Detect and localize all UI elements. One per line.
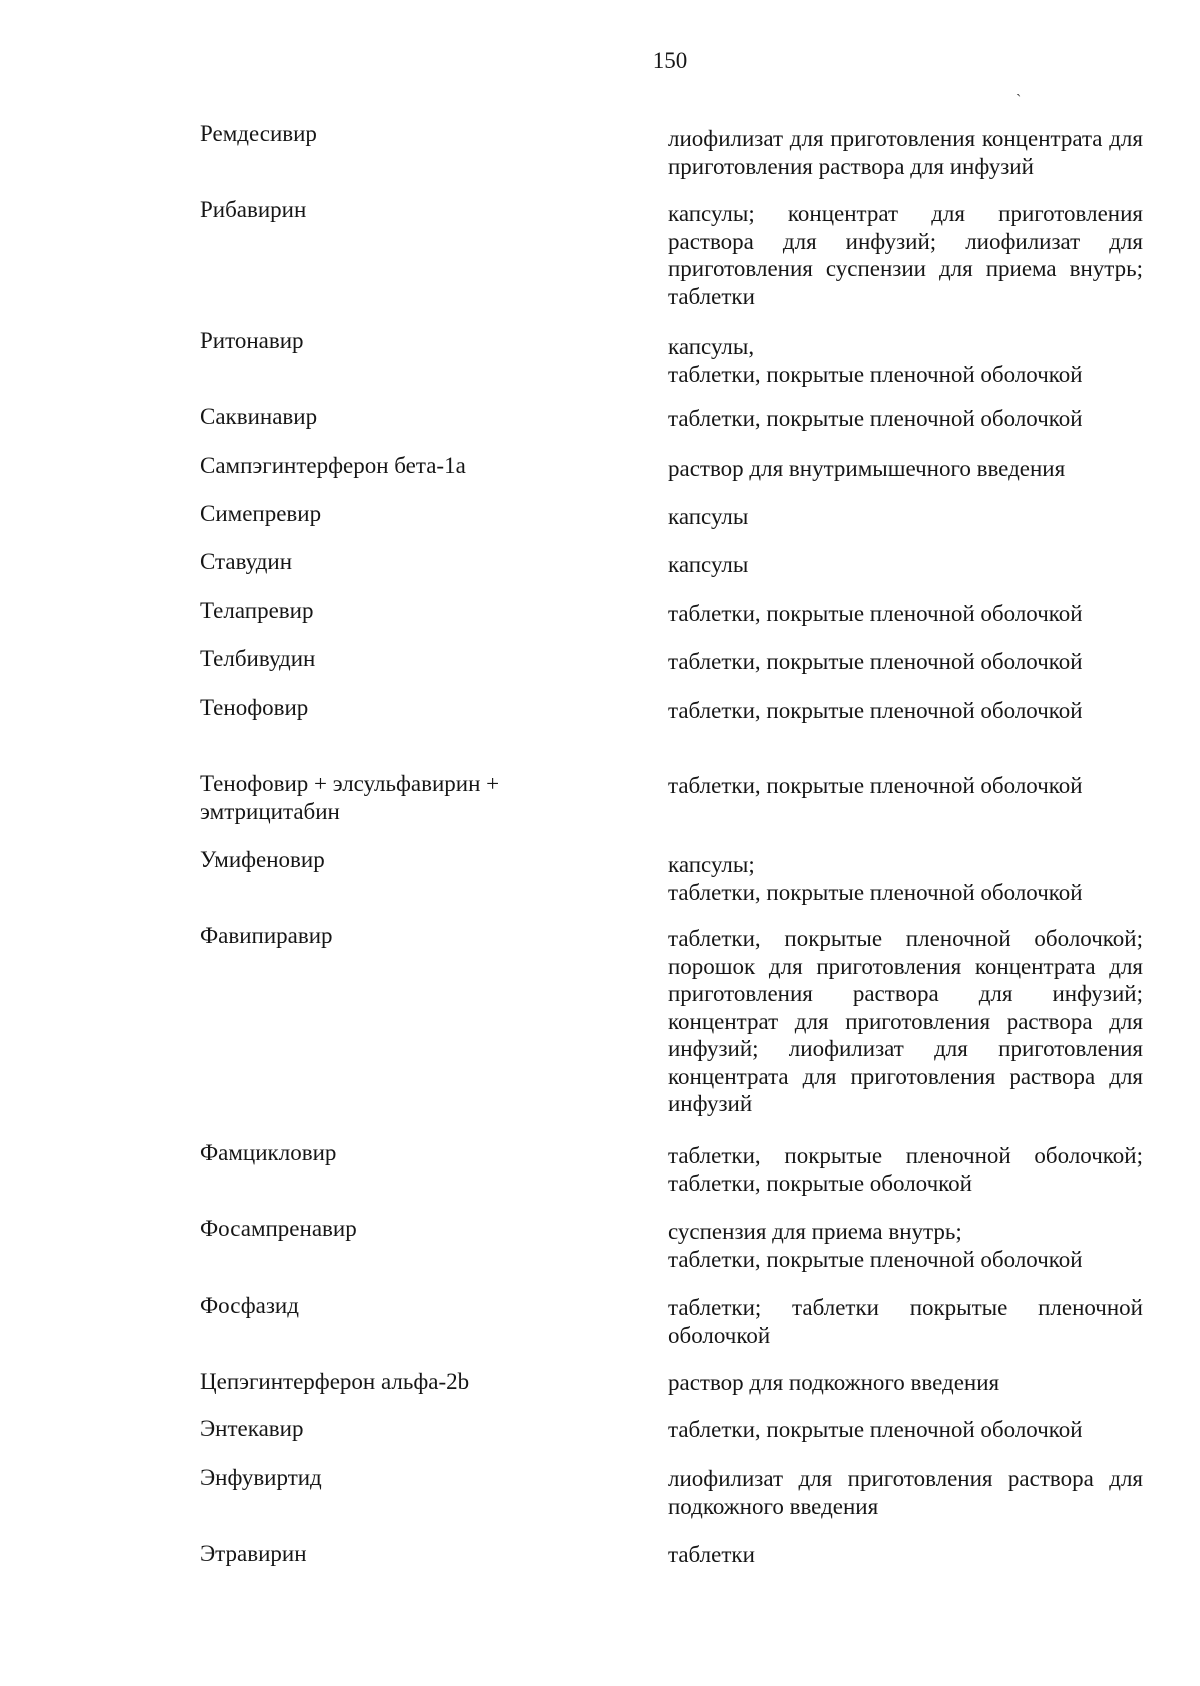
drug-name: Цепэгинтерферон альфа-2b	[200, 1369, 470, 1394]
drug-name: Энтекавир	[200, 1416, 304, 1441]
dosage-form: таблетки, покрытые пленочной оболочкой	[668, 698, 1083, 723]
dosage-form: таблетки, покрытые пленочной оболочкой; порошок для приготовления концентрата для приготовления раствора для инфузий; концентрат для приготовления раствора для инфузий; лиофилизат для приготовления концентрата для приготовления раствора для инфузий	[668, 926, 1143, 1116]
drug-name: Телбивудин	[200, 646, 316, 671]
drug-name: Фамцикловир	[200, 1140, 337, 1165]
drug-name: Фосфазид	[200, 1293, 299, 1318]
drug-name: Рибавирин	[200, 197, 307, 222]
dosage-form: таблетки; таблетки покрытые пленочной оболочкой	[668, 1295, 1143, 1348]
dosage-form: лиофилизат для приготовления концентрата для приготовления раствора для инфузий	[668, 126, 1143, 179]
drug-name: Ритонавир	[200, 328, 304, 353]
dosage-form: капсулы; таблетки, покрытые пленочной оболочкой	[668, 852, 1083, 905]
dosage-form: капсулы; концентрат для приготовления раствора для инфузий; лиофилизат для приготовления суспензии для приема внутрь; таблетки	[668, 201, 1143, 309]
drug-name: Телапревир	[200, 598, 314, 623]
drug-name: Ремдесивир	[200, 121, 317, 146]
dosage-form: раствор для внутримышечного введения	[668, 456, 1066, 481]
dosage-form: раствор для подкожного введения	[668, 1370, 1000, 1395]
dosage-form: лиофилизат для приготовления раствора для подкожного введения	[668, 1466, 1143, 1519]
drug-name: Этравирин	[200, 1541, 307, 1566]
dosage-form: таблетки, покрытые пленочной оболочкой	[668, 1417, 1083, 1442]
dosage-form: таблетки, покрытые пленочной оболочкой	[668, 773, 1083, 798]
drug-name: Фавипиравир	[200, 923, 333, 948]
dosage-form: таблетки, покрытые пленочной оболочкой	[668, 406, 1083, 431]
drug-name: Умифеновир	[200, 847, 325, 872]
dosage-form: суспензия для приема внутрь; таблетки, покрытые пленочной оболочкой	[668, 1219, 1083, 1272]
scan-mark: ˋ	[1016, 92, 1022, 109]
dosage-form: капсулы, таблетки, покрытые пленочной оболочкой	[668, 334, 1083, 387]
dosage-form: таблетки, покрытые пленочной оболочкой	[668, 649, 1083, 674]
dosage-form: капсулы	[668, 504, 749, 529]
drug-name: Фосампренавир	[200, 1216, 357, 1241]
drug-name: Саквинавир	[200, 404, 318, 429]
drug-name: Симепревир	[200, 501, 322, 526]
dosage-form: таблетки, покрытые пленочной оболочкой; таблетки, покрытые оболочкой	[668, 1143, 1143, 1196]
drug-name: Энфувиртид	[200, 1465, 322, 1490]
dosage-form: таблетки, покрытые пленочной оболочкой	[668, 601, 1083, 626]
drug-name: Тенофовир	[200, 695, 309, 720]
drug-name: Тенофовир + элсульфавирин + эмтрицитабин	[200, 771, 500, 824]
dosage-form: капсулы	[668, 552, 749, 577]
page-number: 150	[652, 48, 688, 73]
drug-name: Сампэгинтерферон бета-1а	[200, 453, 466, 478]
drug-name: Ставудин	[200, 549, 293, 574]
dosage-form: таблетки	[668, 1542, 755, 1567]
